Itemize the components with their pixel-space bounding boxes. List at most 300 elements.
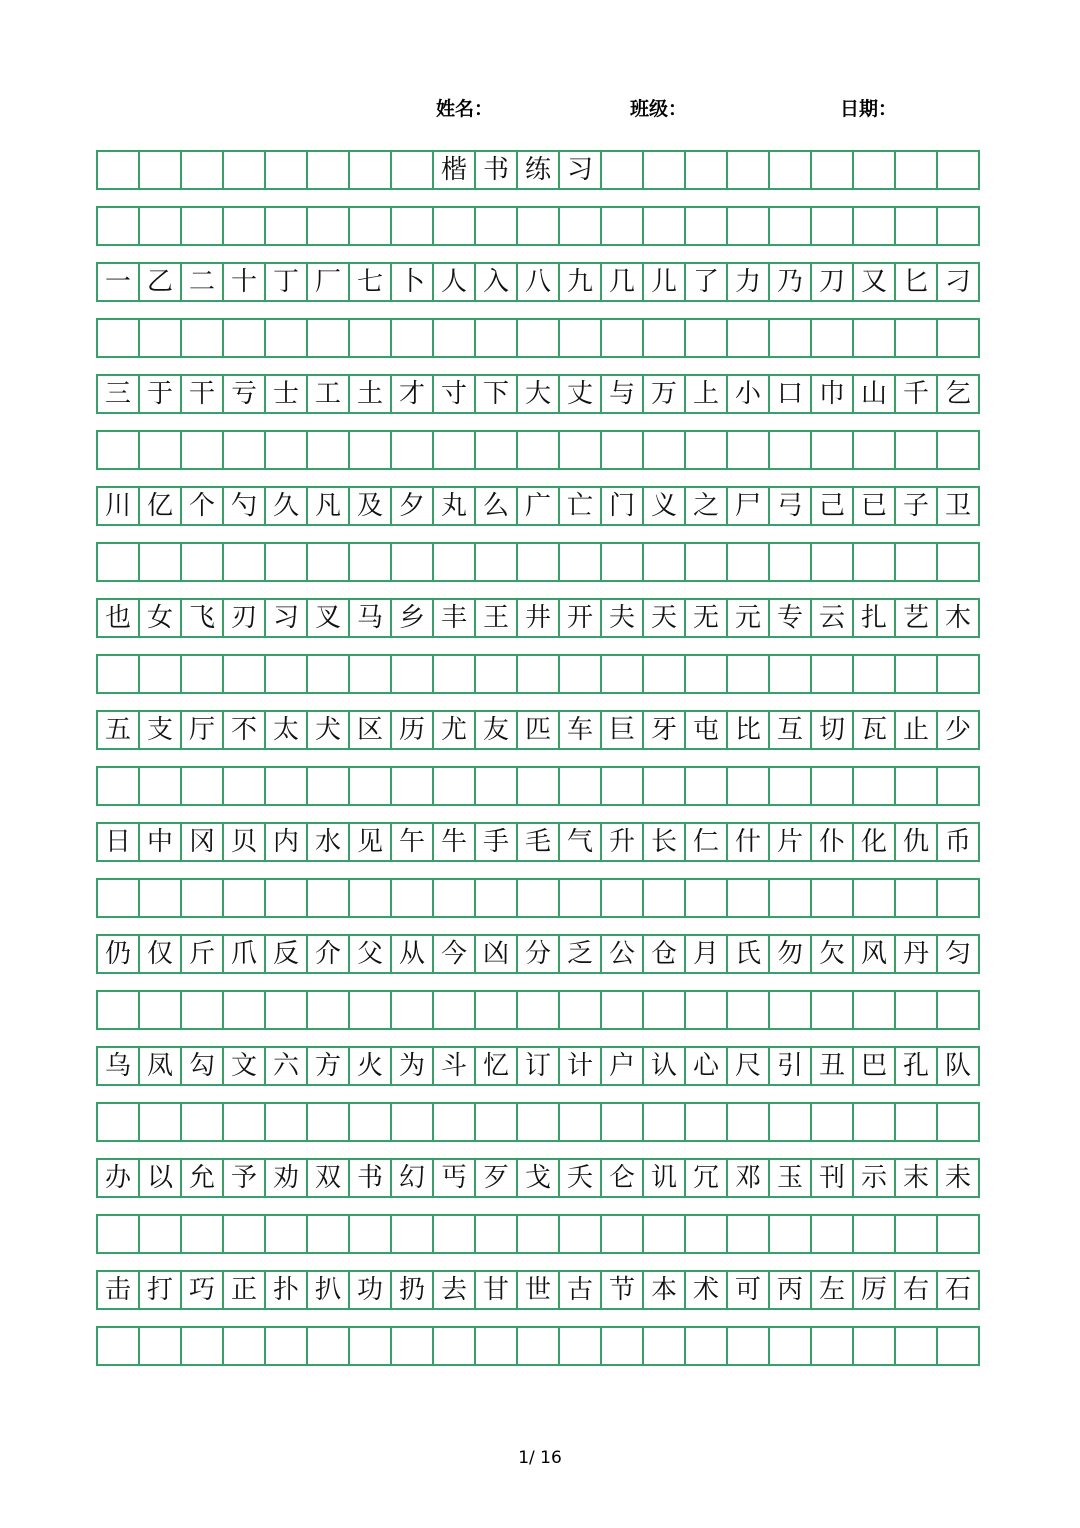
empty-practice-cell[interactable] — [434, 1102, 476, 1142]
empty-practice-cell[interactable] — [392, 1102, 434, 1142]
empty-practice-cell[interactable] — [140, 1214, 182, 1254]
empty-practice-cell[interactable] — [770, 990, 812, 1030]
empty-practice-cell[interactable] — [98, 766, 140, 806]
empty-practice-cell[interactable] — [770, 654, 812, 694]
page-number: 1/ 16 — [518, 1448, 562, 1468]
empty-practice-cell[interactable] — [560, 766, 602, 806]
empty-practice-cell[interactable] — [686, 878, 728, 918]
empty-practice-cell[interactable] — [476, 542, 518, 582]
empty-practice-cell[interactable] — [854, 654, 896, 694]
empty-practice-cell[interactable] — [770, 206, 812, 246]
empty-practice-cell[interactable] — [728, 206, 770, 246]
empty-practice-cell[interactable] — [350, 318, 392, 358]
empty-practice-cell[interactable] — [644, 206, 686, 246]
empty-practice-cell[interactable] — [476, 878, 518, 918]
empty-practice-cell[interactable] — [140, 430, 182, 470]
empty-practice-cell[interactable] — [308, 206, 350, 246]
character-cell: 片 — [770, 822, 812, 862]
empty-practice-cell[interactable] — [644, 1102, 686, 1142]
empty-practice-cell[interactable] — [182, 1102, 224, 1142]
empty-practice-cell[interactable] — [308, 318, 350, 358]
empty-practice-cell[interactable] — [644, 1326, 686, 1366]
empty-practice-cell[interactable] — [224, 318, 266, 358]
character-cell: 示 — [854, 1158, 896, 1198]
empty-practice-cell[interactable] — [350, 1326, 392, 1366]
empty-practice-cell[interactable] — [224, 878, 266, 918]
empty-practice-cell[interactable] — [938, 430, 980, 470]
character-cell: 可 — [728, 1270, 770, 1310]
empty-practice-cell[interactable] — [812, 318, 854, 358]
empty-practice-cell[interactable] — [182, 990, 224, 1030]
empty-practice-cell[interactable] — [476, 990, 518, 1030]
character-cell: 乡 — [392, 598, 434, 638]
empty-practice-cell[interactable] — [854, 150, 896, 190]
empty-practice-cell[interactable] — [602, 766, 644, 806]
empty-practice-cell[interactable] — [770, 430, 812, 470]
empty-practice-cell[interactable] — [938, 654, 980, 694]
character-cell: 巧 — [182, 1270, 224, 1310]
character-cell: 义 — [644, 486, 686, 526]
character-cell: 了 — [686, 262, 728, 302]
empty-practice-cell[interactable] — [98, 654, 140, 694]
empty-practice-cell[interactable] — [266, 654, 308, 694]
empty-practice-cell[interactable] — [98, 990, 140, 1030]
empty-practice-cell[interactable] — [812, 1326, 854, 1366]
character-cell: 幻 — [392, 1158, 434, 1198]
empty-practice-cell[interactable] — [896, 1326, 938, 1366]
empty-practice-cell[interactable] — [224, 1326, 266, 1366]
empty-practice-cell[interactable] — [812, 766, 854, 806]
empty-practice-cell[interactable] — [938, 1214, 980, 1254]
empty-practice-cell[interactable] — [938, 206, 980, 246]
empty-practice-cell[interactable] — [644, 1214, 686, 1254]
empty-practice-cell[interactable] — [434, 766, 476, 806]
empty-practice-cell[interactable] — [938, 1326, 980, 1366]
empty-practice-cell[interactable] — [434, 1214, 476, 1254]
empty-practice-cell[interactable] — [98, 206, 140, 246]
empty-practice-cell[interactable] — [434, 206, 476, 246]
empty-practice-cell[interactable] — [896, 206, 938, 246]
empty-practice-cell[interactable] — [182, 766, 224, 806]
character-cell: 勿 — [770, 934, 812, 974]
empty-practice-cell[interactable] — [98, 1102, 140, 1142]
empty-practice-cell[interactable] — [686, 206, 728, 246]
character-cell: 火 — [350, 1046, 392, 1086]
empty-practice-cell[interactable] — [224, 1214, 266, 1254]
empty-practice-cell[interactable] — [224, 430, 266, 470]
empty-practice-cell[interactable] — [98, 430, 140, 470]
empty-practice-cell[interactable] — [560, 1102, 602, 1142]
empty-practice-cell[interactable] — [182, 430, 224, 470]
empty-practice-cell[interactable] — [182, 318, 224, 358]
empty-practice-cell[interactable] — [182, 542, 224, 582]
character-cell: 中 — [140, 822, 182, 862]
empty-practice-cell[interactable] — [308, 150, 350, 190]
empty-practice-cell[interactable] — [266, 318, 308, 358]
empty-practice-cell[interactable] — [812, 430, 854, 470]
character-cell: 大 — [518, 374, 560, 414]
empty-practice-cell[interactable] — [686, 654, 728, 694]
empty-practice-cell[interactable] — [896, 1102, 938, 1142]
empty-practice-cell[interactable] — [686, 1102, 728, 1142]
empty-practice-cell[interactable] — [140, 542, 182, 582]
character-cell: 乌 — [98, 1046, 140, 1086]
empty-practice-cell[interactable] — [182, 878, 224, 918]
empty-practice-cell[interactable] — [476, 766, 518, 806]
empty-practice-cell[interactable] — [728, 766, 770, 806]
empty-practice-cell[interactable] — [728, 150, 770, 190]
empty-practice-cell[interactable] — [392, 766, 434, 806]
character-cell: 末 — [896, 1158, 938, 1198]
character-cell: 见 — [350, 822, 392, 862]
character-cell: 乙 — [140, 262, 182, 302]
empty-practice-cell[interactable] — [728, 318, 770, 358]
empty-practice-cell[interactable] — [560, 542, 602, 582]
empty-practice-cell[interactable] — [182, 150, 224, 190]
empty-practice-cell[interactable] — [854, 542, 896, 582]
empty-practice-cell[interactable] — [728, 1102, 770, 1142]
character-cell: 手 — [476, 822, 518, 862]
empty-practice-cell[interactable] — [224, 1102, 266, 1142]
character-cell: 工 — [308, 374, 350, 414]
character-cell: 上 — [686, 374, 728, 414]
empty-practice-cell[interactable] — [770, 318, 812, 358]
empty-practice-cell[interactable] — [350, 1214, 392, 1254]
empty-practice-cell[interactable] — [434, 990, 476, 1030]
empty-practice-cell[interactable] — [896, 878, 938, 918]
empty-practice-cell[interactable] — [266, 430, 308, 470]
empty-practice-cell[interactable] — [938, 150, 980, 190]
character-cell: 及 — [350, 486, 392, 526]
empty-practice-cell[interactable] — [812, 654, 854, 694]
empty-practice-cell[interactable] — [686, 1214, 728, 1254]
empty-practice-cell[interactable] — [728, 1326, 770, 1366]
empty-practice-cell[interactable] — [812, 878, 854, 918]
empty-practice-cell[interactable] — [308, 1102, 350, 1142]
character-cell: 孔 — [896, 1046, 938, 1086]
empty-practice-cell[interactable] — [686, 318, 728, 358]
empty-practice-cell[interactable] — [854, 1214, 896, 1254]
character-cell: 专 — [770, 598, 812, 638]
empty-practice-cell[interactable] — [224, 654, 266, 694]
empty-practice-cell[interactable] — [938, 990, 980, 1030]
empty-practice-cell[interactable] — [728, 430, 770, 470]
empty-practice-cell[interactable] — [518, 990, 560, 1030]
empty-practice-cell[interactable] — [140, 766, 182, 806]
empty-practice-cell[interactable] — [812, 990, 854, 1030]
empty-practice-cell[interactable] — [224, 542, 266, 582]
empty-practice-cell[interactable] — [602, 990, 644, 1030]
empty-practice-cell[interactable] — [518, 542, 560, 582]
empty-practice-cell[interactable] — [308, 766, 350, 806]
empty-practice-cell[interactable] — [350, 878, 392, 918]
empty-practice-cell[interactable] — [476, 1326, 518, 1366]
empty-practice-cell[interactable] — [518, 318, 560, 358]
empty-practice-cell[interactable] — [518, 430, 560, 470]
empty-practice-cell[interactable] — [644, 430, 686, 470]
empty-practice-cell[interactable] — [308, 878, 350, 918]
empty-practice-cell[interactable] — [98, 1326, 140, 1366]
character-cell: 儿 — [644, 262, 686, 302]
empty-practice-cell[interactable] — [224, 990, 266, 1030]
empty-practice-cell[interactable] — [812, 1214, 854, 1254]
empty-practice-cell[interactable] — [728, 654, 770, 694]
empty-practice-cell[interactable] — [854, 1102, 896, 1142]
empty-practice-cell[interactable] — [434, 430, 476, 470]
empty-practice-cell[interactable] — [770, 766, 812, 806]
empty-practice-cell[interactable] — [602, 430, 644, 470]
empty-practice-cell[interactable] — [518, 1326, 560, 1366]
empty-practice-cell[interactable] — [98, 318, 140, 358]
character-cell: 办 — [98, 1158, 140, 1198]
character-cell: 乞 — [938, 374, 980, 414]
empty-practice-cell[interactable] — [224, 766, 266, 806]
empty-practice-cell[interactable] — [644, 542, 686, 582]
empty-practice-cell[interactable] — [518, 1102, 560, 1142]
empty-practice-cell[interactable] — [770, 1326, 812, 1366]
empty-practice-cell[interactable] — [518, 878, 560, 918]
empty-practice-cell[interactable] — [854, 878, 896, 918]
empty-practice-cell[interactable] — [602, 654, 644, 694]
empty-practice-cell[interactable] — [812, 206, 854, 246]
empty-practice-cell[interactable] — [728, 542, 770, 582]
empty-practice-cell[interactable] — [602, 150, 644, 190]
character-cell: 止 — [896, 710, 938, 750]
empty-practice-cell[interactable] — [854, 318, 896, 358]
empty-practice-cell[interactable] — [518, 766, 560, 806]
empty-practice-cell[interactable] — [896, 318, 938, 358]
empty-practice-cell[interactable] — [224, 150, 266, 190]
character-cell: 双 — [308, 1158, 350, 1198]
empty-practice-cell[interactable] — [770, 1214, 812, 1254]
empty-practice-cell[interactable] — [392, 542, 434, 582]
empty-practice-cell[interactable] — [350, 654, 392, 694]
empty-practice-cell[interactable] — [560, 1326, 602, 1366]
empty-practice-cell[interactable] — [938, 318, 980, 358]
empty-practice-cell[interactable] — [686, 542, 728, 582]
empty-practice-cell[interactable] — [392, 1326, 434, 1366]
empty-practice-cell[interactable] — [308, 1326, 350, 1366]
character-row — [96, 710, 980, 750]
character-cell: 已 — [854, 486, 896, 526]
empty-practice-cell[interactable] — [686, 1326, 728, 1366]
empty-practice-cell[interactable] — [896, 150, 938, 190]
empty-practice-cell[interactable] — [266, 542, 308, 582]
empty-practice-cell[interactable] — [518, 1214, 560, 1254]
empty-practice-cell[interactable] — [476, 430, 518, 470]
empty-practice-cell[interactable] — [140, 150, 182, 190]
empty-practice-cell[interactable] — [602, 206, 644, 246]
empty-practice-cell[interactable] — [644, 150, 686, 190]
empty-practice-cell[interactable] — [350, 766, 392, 806]
empty-practice-cell[interactable] — [938, 766, 980, 806]
empty-practice-cell[interactable] — [728, 990, 770, 1030]
empty-practice-cell[interactable] — [770, 542, 812, 582]
empty-practice-cell[interactable] — [644, 766, 686, 806]
empty-practice-cell[interactable] — [686, 990, 728, 1030]
empty-practice-cell[interactable] — [140, 1326, 182, 1366]
empty-practice-cell[interactable] — [896, 1214, 938, 1254]
empty-practice-cell[interactable] — [770, 878, 812, 918]
empty-practice-cell[interactable] — [938, 542, 980, 582]
character-cell: 牙 — [644, 710, 686, 750]
character-cell: 仅 — [140, 934, 182, 974]
empty-practice-cell[interactable] — [266, 206, 308, 246]
empty-practice-cell[interactable] — [434, 542, 476, 582]
empty-practice-cell[interactable] — [686, 430, 728, 470]
empty-practice-cell[interactable] — [392, 318, 434, 358]
empty-practice-cell[interactable] — [98, 878, 140, 918]
empty-practice-cell[interactable] — [476, 654, 518, 694]
empty-practice-cell[interactable] — [140, 654, 182, 694]
empty-practice-cell[interactable] — [602, 1214, 644, 1254]
empty-practice-cell[interactable] — [854, 430, 896, 470]
empty-practice-cell[interactable] — [266, 990, 308, 1030]
character-cell: 历 — [392, 710, 434, 750]
empty-practice-cell[interactable] — [518, 654, 560, 694]
empty-practice-cell[interactable] — [770, 1102, 812, 1142]
blank-practice-row — [96, 1326, 980, 1366]
empty-practice-cell[interactable] — [266, 1326, 308, 1366]
character-cell: 七 — [350, 262, 392, 302]
empty-practice-cell[interactable] — [98, 1214, 140, 1254]
empty-practice-cell[interactable] — [392, 878, 434, 918]
empty-practice-cell[interactable] — [896, 766, 938, 806]
empty-practice-cell[interactable] — [560, 430, 602, 470]
empty-practice-cell[interactable] — [560, 990, 602, 1030]
empty-practice-cell[interactable] — [350, 430, 392, 470]
empty-practice-cell[interactable] — [182, 1326, 224, 1366]
empty-practice-cell[interactable] — [350, 1102, 392, 1142]
character-cell: 分 — [518, 934, 560, 974]
character-cell: 卫 — [938, 486, 980, 526]
empty-practice-cell[interactable] — [602, 1326, 644, 1366]
character-cell: 内 — [266, 822, 308, 862]
empty-practice-cell[interactable] — [476, 318, 518, 358]
empty-practice-cell[interactable] — [308, 990, 350, 1030]
empty-practice-cell[interactable] — [308, 654, 350, 694]
empty-practice-cell[interactable] — [266, 766, 308, 806]
empty-practice-cell[interactable] — [266, 150, 308, 190]
empty-practice-cell[interactable] — [896, 542, 938, 582]
empty-practice-cell[interactable] — [812, 1102, 854, 1142]
empty-practice-cell[interactable] — [560, 1214, 602, 1254]
empty-practice-cell[interactable] — [350, 990, 392, 1030]
empty-practice-cell[interactable] — [854, 206, 896, 246]
empty-practice-cell[interactable] — [476, 206, 518, 246]
character-cell: 升 — [602, 822, 644, 862]
empty-practice-cell[interactable] — [938, 878, 980, 918]
character-cell: 乏 — [560, 934, 602, 974]
empty-practice-cell[interactable] — [140, 318, 182, 358]
empty-practice-cell[interactable] — [434, 654, 476, 694]
empty-practice-cell[interactable] — [560, 206, 602, 246]
character-cell: 木 — [938, 598, 980, 638]
empty-practice-cell[interactable] — [938, 1102, 980, 1142]
character-cell: 凡 — [308, 486, 350, 526]
empty-practice-cell[interactable] — [686, 766, 728, 806]
empty-practice-cell[interactable] — [728, 1214, 770, 1254]
empty-practice-cell[interactable] — [350, 542, 392, 582]
character-cell: 凶 — [476, 934, 518, 974]
empty-practice-cell[interactable] — [560, 318, 602, 358]
empty-practice-cell[interactable] — [140, 206, 182, 246]
empty-practice-cell[interactable] — [644, 654, 686, 694]
title-char-cell: 书 — [476, 150, 518, 190]
empty-practice-cell[interactable] — [392, 1214, 434, 1254]
empty-practice-cell[interactable] — [98, 150, 140, 190]
empty-practice-cell[interactable] — [476, 1102, 518, 1142]
blank-practice-row — [96, 766, 980, 806]
empty-practice-cell[interactable] — [392, 206, 434, 246]
empty-practice-cell[interactable] — [350, 206, 392, 246]
empty-practice-cell[interactable] — [602, 542, 644, 582]
empty-practice-cell[interactable] — [266, 878, 308, 918]
empty-practice-cell[interactable] — [560, 878, 602, 918]
empty-practice-cell[interactable] — [224, 206, 266, 246]
empty-practice-cell[interactable] — [518, 206, 560, 246]
empty-practice-cell[interactable] — [266, 1214, 308, 1254]
empty-practice-cell[interactable] — [266, 1102, 308, 1142]
empty-practice-cell[interactable] — [392, 430, 434, 470]
empty-practice-cell[interactable] — [140, 1102, 182, 1142]
empty-practice-cell[interactable] — [434, 878, 476, 918]
empty-practice-cell[interactable] — [812, 150, 854, 190]
empty-practice-cell[interactable] — [854, 766, 896, 806]
empty-practice-cell[interactable] — [308, 1214, 350, 1254]
empty-practice-cell[interactable] — [602, 318, 644, 358]
empty-practice-cell[interactable] — [896, 990, 938, 1030]
empty-practice-cell[interactable] — [98, 542, 140, 582]
empty-practice-cell[interactable] — [686, 150, 728, 190]
empty-practice-cell[interactable] — [350, 150, 392, 190]
character-cell: 予 — [224, 1158, 266, 1198]
empty-practice-cell[interactable] — [854, 990, 896, 1030]
empty-practice-cell[interactable] — [392, 654, 434, 694]
empty-practice-cell[interactable] — [140, 990, 182, 1030]
empty-practice-cell[interactable] — [182, 1214, 224, 1254]
empty-practice-cell[interactable] — [308, 430, 350, 470]
empty-practice-cell[interactable] — [392, 150, 434, 190]
empty-practice-cell[interactable] — [434, 318, 476, 358]
character-cell: 么 — [476, 486, 518, 526]
empty-practice-cell[interactable] — [854, 1326, 896, 1366]
character-cell: 区 — [350, 710, 392, 750]
empty-practice-cell[interactable] — [182, 206, 224, 246]
character-cell: 戈 — [518, 1158, 560, 1198]
empty-practice-cell[interactable] — [140, 878, 182, 918]
character-cell: 丐 — [434, 1158, 476, 1198]
empty-practice-cell[interactable] — [476, 1214, 518, 1254]
empty-practice-cell[interactable] — [770, 150, 812, 190]
empty-practice-cell[interactable] — [644, 318, 686, 358]
character-cell: 击 — [98, 1270, 140, 1310]
empty-practice-cell[interactable] — [728, 878, 770, 918]
empty-practice-cell[interactable] — [392, 990, 434, 1030]
empty-practice-cell[interactable] — [644, 878, 686, 918]
empty-practice-cell[interactable] — [434, 1326, 476, 1366]
empty-practice-cell[interactable] — [896, 654, 938, 694]
empty-practice-cell[interactable] — [182, 654, 224, 694]
empty-practice-cell[interactable] — [812, 542, 854, 582]
empty-practice-cell[interactable] — [308, 542, 350, 582]
empty-practice-cell[interactable] — [602, 878, 644, 918]
blank-practice-row — [96, 1214, 980, 1254]
empty-practice-cell[interactable] — [896, 430, 938, 470]
empty-practice-cell[interactable] — [644, 990, 686, 1030]
empty-practice-cell[interactable] — [560, 654, 602, 694]
empty-practice-cell[interactable] — [602, 1102, 644, 1142]
